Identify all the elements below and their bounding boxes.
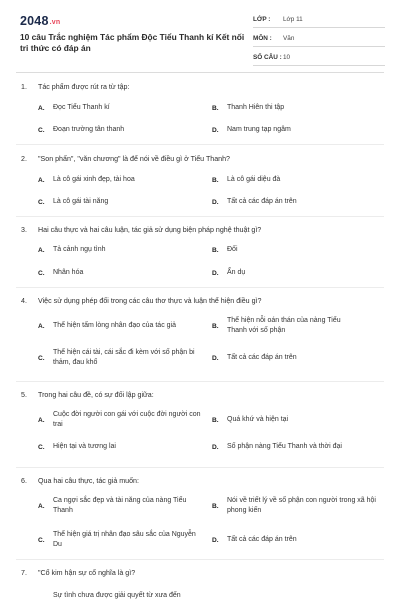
- option-d[interactable]: [212, 268, 382, 278]
- option-letter: D.: [212, 198, 219, 206]
- option-b[interactable]: [212, 496, 384, 516]
- option-a[interactable]: [38, 591, 208, 600]
- option-b[interactable]: [212, 245, 382, 255]
- option-a[interactable]: [38, 103, 198, 113]
- option-text: Là cô gái diệu đà: [227, 176, 281, 183]
- option-letter: A.: [38, 416, 45, 424]
- option-b[interactable]: [212, 175, 382, 185]
- option-text: Thể hiện cái tài, cái sắc đi kèm với số phận bi thảm, đau khổ: [53, 349, 195, 366]
- option-text: Tất cả các đáp án trên: [227, 536, 297, 543]
- option-text: Đoạn trường tân thanh: [53, 126, 125, 133]
- option-b[interactable]: [212, 103, 382, 113]
- option-letter: B.: [212, 176, 219, 184]
- question-text: [21, 226, 261, 234]
- header-divider: [16, 72, 384, 73]
- option-text: Nam trung tạp ngâm: [227, 126, 291, 133]
- option-text: Tất cả các đáp án trên: [227, 354, 297, 361]
- question-separator: [16, 144, 384, 145]
- meta-value: Lớp 11: [283, 16, 303, 23]
- option-a[interactable]: [38, 175, 198, 185]
- option-text: Đọc Tiểu Thanh kí: [53, 104, 110, 111]
- option-letter: A.: [38, 246, 45, 254]
- option-letter: B.: [212, 246, 219, 254]
- option-letter: C.: [38, 443, 45, 451]
- option-text: Tả cảnh ngụ tình: [53, 246, 106, 253]
- option-c[interactable]: [38, 348, 210, 368]
- question-prompt: Hai câu thực và hai câu luận, tác giả sử dụng biện pháp nghệ thuật gì?: [38, 226, 262, 234]
- question-number: 6.: [21, 477, 27, 485]
- option-c[interactable]: [38, 442, 198, 452]
- question-prompt: "Cổ kim hận sự cổ nghĩa là gì?: [38, 569, 136, 577]
- question-text: [21, 477, 139, 485]
- question-number: 2.: [21, 155, 27, 163]
- option-c[interactable]: [38, 125, 198, 135]
- page-header: [0, 0, 400, 64]
- question-prompt: Việc sử dụng phép đối trong các câu thơ thực và luận thể hiện điều gì?: [38, 297, 262, 305]
- option-text: Số phận nàng Tiểu Thanh và thời đại: [227, 443, 342, 450]
- option-text: Là cô gái xinh đẹp, tài hoa: [53, 176, 135, 183]
- meta-label: MÔN :: [253, 35, 272, 42]
- option-letter: C.: [38, 198, 45, 206]
- option-text: Ca ngợi sắc đẹp và tài năng của nàng Tiểu Thanh: [53, 497, 187, 514]
- option-text: Nhân hóa: [53, 269, 84, 276]
- option-letter: B.: [212, 322, 219, 330]
- option-b[interactable]: [212, 316, 362, 336]
- question-number: 5.: [21, 391, 27, 399]
- page-title: 10 câu Trắc nghiệm Tác phẩm Độc Tiểu Thanh kí Kết nối tri thức có đáp án: [20, 32, 245, 53]
- option-text: Quá khứ và hiện tại: [227, 416, 289, 423]
- option-text: Thanh Hiên thi tập: [227, 104, 285, 111]
- question-text: [21, 297, 261, 305]
- quiz-meta: [253, 12, 385, 69]
- meta-row-class: [253, 12, 385, 28]
- option-letter: A.: [38, 104, 45, 112]
- question-text: [21, 391, 154, 399]
- option-letter: C.: [38, 536, 45, 544]
- question-prompt: Tác phẩm được rút ra từ tập:: [38, 83, 130, 91]
- option-a[interactable]: [38, 410, 208, 430]
- option-c[interactable]: [38, 197, 198, 207]
- option-text: Sự tình chưa được giải quyết từ xưa đến: [53, 592, 181, 599]
- option-d[interactable]: [212, 353, 382, 363]
- option-letter: C.: [38, 354, 45, 362]
- meta-row-subject: [253, 31, 385, 47]
- logo-sub: .vn: [49, 19, 61, 26]
- option-text: Tất cả các đáp án trên: [227, 198, 297, 205]
- option-letter: D.: [212, 443, 219, 451]
- question-separator: [16, 216, 384, 217]
- question-separator: [16, 467, 384, 468]
- option-letter: B.: [212, 502, 219, 510]
- option-text: Là cô gái tài năng: [53, 198, 109, 205]
- option-letter: C.: [38, 269, 45, 277]
- meta-value: Văn: [283, 35, 295, 42]
- question-text: [21, 569, 135, 577]
- question-prompt: Qua hai câu thực, tác giả muốn:: [38, 477, 139, 485]
- question-number: 7.: [21, 569, 27, 577]
- option-text: Nói về triết lý về số phận con người trong xã hội phong kiến: [227, 497, 376, 514]
- option-text: Thể hiện giá trị nhân đạo sâu sắc của Nguyễn Du: [53, 531, 196, 548]
- option-letter: A.: [38, 176, 45, 184]
- question-prompt: Trong hai câu đề, có sự đối lập giữa:: [38, 391, 154, 399]
- question-separator: [16, 287, 384, 288]
- site-logo[interactable]: [20, 14, 60, 28]
- option-letter: D.: [212, 354, 219, 362]
- option-a[interactable]: [38, 245, 198, 255]
- option-a[interactable]: [38, 321, 203, 331]
- option-letter: D.: [212, 126, 219, 134]
- option-a[interactable]: [38, 496, 208, 516]
- option-d[interactable]: [212, 125, 382, 135]
- option-b[interactable]: [212, 415, 382, 425]
- option-text: Hiện tại và tương lai: [53, 443, 116, 450]
- question-number: 1.: [21, 83, 27, 91]
- option-text: Cuộc đời người con gái với cuộc đời người con trai: [53, 411, 201, 428]
- option-letter: A.: [38, 502, 45, 510]
- option-letter: B.: [212, 104, 219, 112]
- option-text: Thể hiện nỗi oán thán của nàng Tiểu Thanh với số phận: [227, 317, 341, 334]
- meta-row-count: [253, 50, 385, 66]
- meta-label: LỚP :: [253, 16, 271, 23]
- meta-value: 10: [283, 54, 291, 61]
- option-text: Đối: [227, 246, 238, 253]
- option-d[interactable]: [212, 535, 382, 545]
- option-c[interactable]: [38, 530, 198, 550]
- question-prompt: "Son phấn", "văn chương" là để nói về điều gì ở Tiểu Thanh?: [38, 155, 231, 163]
- option-d[interactable]: [212, 197, 382, 207]
- question-text: [21, 155, 230, 163]
- meta-label: SỐ CÂU :: [253, 54, 282, 61]
- option-letter: C.: [38, 126, 45, 134]
- question-number: 3.: [21, 226, 27, 234]
- option-letter: D.: [212, 536, 219, 544]
- option-c[interactable]: [38, 268, 198, 278]
- logo-main: 2048: [20, 14, 49, 28]
- option-letter: D.: [212, 269, 219, 277]
- question-text: [21, 83, 129, 91]
- option-text: Ẩn dụ: [227, 269, 246, 276]
- question-number: 4.: [21, 297, 27, 305]
- option-letter: A.: [38, 322, 45, 330]
- option-text: Thể hiện tấm lòng nhân đạo của tác giả: [53, 322, 176, 329]
- option-d[interactable]: [212, 442, 387, 452]
- question-separator: [16, 559, 384, 560]
- option-letter: B.: [212, 416, 219, 424]
- question-separator: [16, 381, 384, 382]
